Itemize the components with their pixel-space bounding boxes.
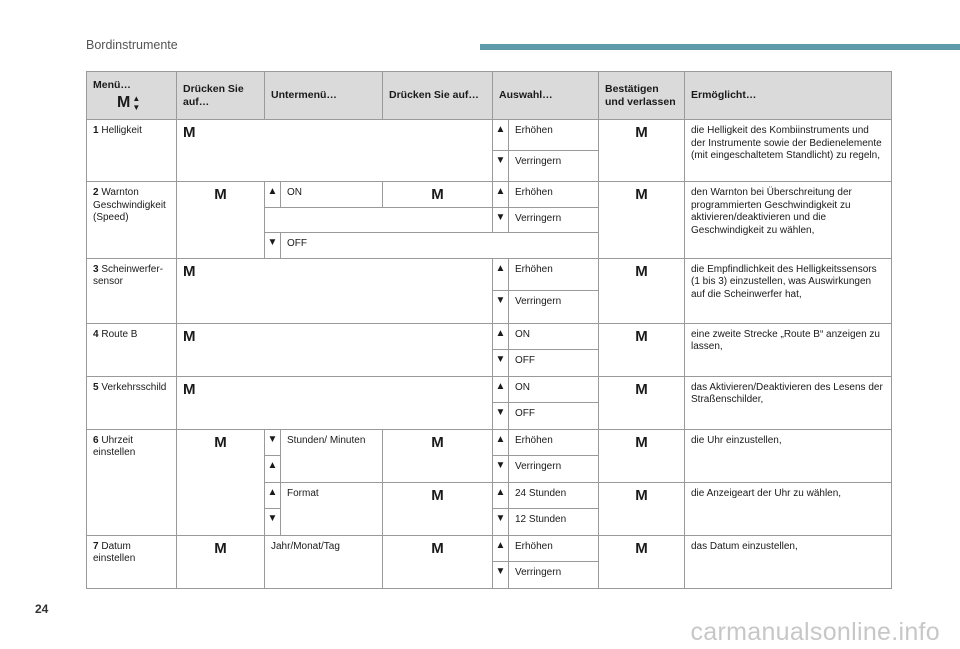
submenu-cell: OFF bbox=[281, 232, 599, 258]
row2-description: den Warnton bei Überschreitung der programmierten Geschwindigkeit zu aktivieren/deaktivieren und die Geschwindigkeit zu wählen, bbox=[685, 182, 892, 259]
row6-description-b: die Anzeigeart der Uhr zu wählen, bbox=[685, 482, 892, 535]
option-cell: ON bbox=[509, 323, 599, 349]
row3-label: 3 Scheinwerfer-sensor bbox=[87, 258, 177, 323]
arrow-up-icon: ▲ bbox=[265, 455, 281, 482]
menu-key-icon: M bbox=[635, 124, 648, 141]
row1-description: die Helligkeit des Kombiinstruments und der Instrumente sowie der Bedienelemente (mit eingeschaltetem Standlicht) zu regeln, bbox=[685, 120, 892, 182]
table-row bbox=[87, 182, 892, 208]
option-cell: Verringern bbox=[509, 290, 599, 323]
submenu-cell: Jahr/Monat/Tag bbox=[265, 535, 383, 588]
option-cell: Verringern bbox=[509, 561, 599, 588]
header-selection: Auswahl… bbox=[493, 72, 599, 120]
menu-key-icon: M bbox=[214, 186, 227, 203]
header-menu: Menü… M ▲ ▼ bbox=[87, 72, 177, 120]
arrow-up-icon: ▲ bbox=[493, 258, 509, 290]
arrow-down-icon: ▼ bbox=[493, 151, 509, 182]
row1-label: 1 Helligkeit bbox=[87, 120, 177, 182]
header-confirm: Bestätigen und verlassen bbox=[599, 72, 685, 120]
menu-key-icon: M bbox=[183, 124, 196, 141]
option-cell: 12 Stunden bbox=[509, 508, 599, 535]
header-press2: Drücken Sie auf… bbox=[383, 72, 493, 120]
menu-key-icon: M bbox=[635, 262, 648, 280]
arrow-down-icon: ▼ bbox=[493, 402, 509, 429]
menu-key-icon: M bbox=[635, 433, 648, 451]
arrow-down-icon: ▼ bbox=[493, 455, 509, 482]
menu-key-icon: M bbox=[183, 380, 196, 398]
option-cell: Verringern bbox=[509, 455, 599, 482]
row4-description: eine zweite Strecke „Route B“ anzeigen zu lassen, bbox=[685, 323, 892, 376]
table-row bbox=[87, 258, 892, 290]
option-cell: Erhöhen bbox=[509, 182, 599, 208]
arrow-up-icon: ▲ bbox=[493, 182, 509, 208]
arrow-down-icon: ▼ bbox=[493, 207, 509, 232]
menu-key-icon: M bbox=[431, 433, 444, 451]
row5-description: das Aktivieren/Deaktivieren des Lesens der Straßenschilder, bbox=[685, 376, 892, 429]
menu-key-icon: M ▲ ▼ bbox=[117, 94, 141, 113]
arrow-down-icon: ▼ bbox=[493, 290, 509, 323]
arrow-up-icon: ▲ bbox=[493, 535, 509, 561]
option-cell: 24 Stunden bbox=[509, 482, 599, 508]
menu-key-icon: M bbox=[214, 433, 227, 451]
arrow-down-icon: ▼ bbox=[265, 232, 281, 258]
arrow-down-icon: ▼ bbox=[493, 349, 509, 376]
table-header-row bbox=[87, 72, 892, 120]
arrow-up-icon: ▲ bbox=[493, 429, 509, 455]
option-cell: Verringern bbox=[509, 207, 599, 232]
arrow-up-icon: ▲ bbox=[493, 376, 509, 402]
menu-key-icon: M bbox=[183, 327, 196, 345]
option-cell: Erhöhen bbox=[509, 535, 599, 561]
menu-key-icon: M bbox=[635, 186, 648, 203]
arrow-down-icon: ▼ bbox=[265, 508, 281, 535]
arrow-down-icon: ▼ bbox=[493, 561, 509, 588]
option-cell: Erhöhen bbox=[509, 258, 599, 290]
header-press1: Drücken Sie auf… bbox=[177, 72, 265, 120]
section-title: Bordinstrumente bbox=[86, 38, 178, 52]
table-row bbox=[87, 429, 892, 455]
menu-key-icon: M bbox=[635, 539, 648, 557]
arrow-down-icon: ▼ bbox=[493, 508, 509, 535]
arrow-up-icon: ▲ bbox=[265, 182, 281, 208]
submenu-cell: ON bbox=[281, 182, 383, 208]
menu-key-icon: M bbox=[431, 539, 444, 557]
menu-key-icon: M bbox=[635, 486, 648, 504]
option-cell: Verringern bbox=[509, 151, 599, 182]
option-cell: Erhöhen bbox=[509, 120, 599, 151]
header-submenu: Untermenü… bbox=[265, 72, 383, 120]
page-number: 24 bbox=[35, 602, 49, 616]
table-row bbox=[87, 535, 892, 561]
option-cell: ON bbox=[509, 376, 599, 402]
table-row bbox=[87, 323, 892, 349]
table-row bbox=[87, 376, 892, 402]
submenu-cell: Format bbox=[281, 482, 383, 535]
section-accent-bar bbox=[480, 44, 960, 50]
submenu-cell: Stunden/ Minuten bbox=[281, 429, 383, 482]
row6-description-a: die Uhr einzustellen, bbox=[685, 429, 892, 482]
row4-label: 4 Route B bbox=[87, 323, 177, 376]
arrow-up-icon: ▲ bbox=[493, 482, 509, 508]
row5-label: 5 Verkehrsschild bbox=[87, 376, 177, 429]
header-allows: Ermöglicht… bbox=[685, 72, 892, 120]
watermark: carmanualsonline.info bbox=[690, 618, 940, 646]
menu-key-icon: M bbox=[635, 327, 648, 345]
menu-key-icon: M bbox=[431, 186, 444, 203]
row7-description: das Datum einzustellen, bbox=[685, 535, 892, 588]
row2-label: 2 Warnton Geschwindigkeit (Speed) bbox=[87, 182, 177, 259]
row3-description: die Empfindlichkeit des Helligkeitssensors (1 bis 3) einzustellen, was Auswirkungen auf die Scheinwerfer hat, bbox=[685, 258, 892, 323]
instrument-menu-table bbox=[86, 71, 892, 589]
arrow-up-icon: ▲ bbox=[265, 482, 281, 508]
arrow-up-icon: ▲ bbox=[493, 120, 509, 151]
arrow-down-icon: ▼ bbox=[265, 429, 281, 455]
menu-key-icon: M bbox=[183, 262, 196, 280]
menu-key-icon: M bbox=[214, 539, 227, 557]
option-cell: OFF bbox=[509, 349, 599, 376]
menu-key-icon: M bbox=[635, 380, 648, 398]
arrow-up-icon: ▲ bbox=[493, 323, 509, 349]
option-cell: Erhöhen bbox=[509, 429, 599, 455]
row6-label: 6 Uhrzeit einstellen bbox=[87, 429, 177, 535]
option-cell: OFF bbox=[509, 402, 599, 429]
menu-key-icon: M bbox=[431, 486, 444, 504]
row7-label: 7 Datum einstellen bbox=[87, 535, 177, 588]
table-row bbox=[87, 120, 892, 151]
